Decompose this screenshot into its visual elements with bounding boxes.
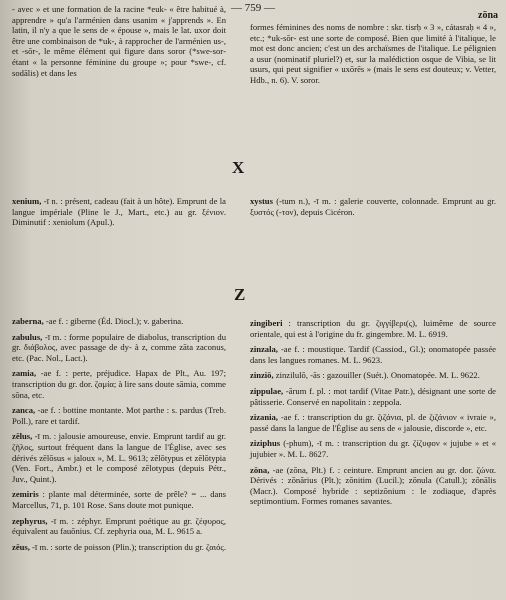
dictionary-entry <box>12 332 226 364</box>
entry-text: xystus (‑tum n.), ‑ī m. : galerie couverte, colonnade. Emprunt au gr. ξυστός (‑τον), depuis Cicéron. <box>250 196 496 217</box>
dictionary-entry <box>250 438 496 459</box>
entry-text: zēus, ‑ī m. : sorte de poisson (Plin.); transcription du gr. ζαιός. <box>12 541 226 552</box>
entry-text: zanca, ‑ae f. : bottine montante. Mot parthe : s. pardus (Treb. Poll.), rare et tardif. <box>12 405 226 426</box>
headword: ziziphus <box>250 438 281 449</box>
headword: xystus <box>250 196 273 206</box>
entry-text: zinzala, ‑ae f. : moustique. Tardif (Cassiod., Gl.); onomatopée passée dans les langues romanes. M. L. 9623. <box>250 344 496 365</box>
dictionary-entry <box>12 405 226 426</box>
dictionary-entry <box>250 370 496 381</box>
continued-text-left: ‑ avec » et une formation de la racine *euk‑ « être habitué à, apprendre » qu'a l'arménien dans usanim « j'apprends ». En latin, il n'y a que le sens de « épouse », mais le lat. uxor doit être une combinaison de *uk‑, à rapprocher de l'arménien us‑, et ‑sōr‑, le même élément qui figure dans soror (*swe‑sor‑ étant « la personne féminine du groupe »; pour *swe‑, cf. sodālis) et dans les <box>12 4 226 78</box>
headword: zamia, <box>12 368 37 379</box>
page-number: — 759 — <box>231 2 275 14</box>
headword: xenium, <box>12 196 42 206</box>
headword: zaberna, <box>12 316 44 326</box>
entry-text: zingiberi : transcription du gr. ζιγγίβερι(ς), luimême de source orientale, qui est à l'origine du fr. gingembre. M. L. 6919. <box>250 318 496 339</box>
x-entries-left <box>12 196 226 233</box>
headword: zēlus, <box>12 431 33 442</box>
entry-text: zinziō, zinzilulō, ‑ās : gazouiller (Suét.). Onomatopée. M. L. 9622. <box>250 370 480 381</box>
entry-text: ziziphus (‑phum), ‑ī m. : transcription du gr. ζίζυφον « jujube » et « jujubier ». M. L. 8627. <box>250 438 496 459</box>
entry-text: zizania, ‑ae f. : transcription du gr. ζιζάνια, pl. de ζιζάνιον « ivraie », passé dans la langue de l'Église au sens de « jalousie, discorde », etc. <box>250 412 496 433</box>
dictionary-entry <box>12 542 226 553</box>
headword: zemiris <box>12 489 39 500</box>
dictionary-entry <box>12 316 226 327</box>
headword: zephyrus, <box>12 515 48 526</box>
section-heading-x: X <box>232 158 245 177</box>
x-entries-right <box>250 196 496 222</box>
entry-text: zabulus, ‑ī m. : forme populaire de diabolus, transcription du gr. διάβολος, avec passage de dy‑ à z, comme zāta zaconus, etc. (Pac. Nol., Lact.). <box>12 331 226 363</box>
entry-text: xenium, ‑ī n. : présent, cadeau (fait à un hôte). Emprunt de la langue impériale (Pline le J., Mart., etc.) au gr. ξένιον. Diminutif : xeniolum (Apul.). <box>12 196 226 228</box>
dictionary-entry <box>250 196 496 217</box>
entry-text: zōna, ‑ae (zōna, Plt.) f. : ceinture. Emprunt ancien au gr. dor. ζώνα. Dérivés : zōnārius (Plt.); zōnitim (Lucil.); zōnula (Catull.); zōnālis (Macr.). Composé hybride : septizōnium : le zodiaque, d'après septimontium. Formes romanes savantes. <box>250 464 496 507</box>
headword: zinziō, <box>250 370 274 381</box>
continued-entry-right <box>250 22 496 86</box>
dictionary-entry <box>250 344 496 365</box>
headword: zingiberi <box>250 318 283 328</box>
dictionary-entry <box>250 386 496 407</box>
dictionary-entry <box>12 368 226 400</box>
headword: zizania, <box>250 412 278 423</box>
entry-text: zemiris : plante mal déterminée, sorte de prêle? = ... dans Marcellus, 71, p. 101 Rose. Sans doute mot punique. <box>12 489 226 510</box>
running-head: zōna <box>478 10 498 21</box>
dictionary-entry <box>250 318 496 339</box>
dictionary-entry <box>250 465 496 507</box>
entry-text: zēlus, ‑ī m. : jalousie amoureuse, envie. Emprunt tardif au gr. ζῆλος, surtout fréquent dans la langue de l'Église, avec ses dérivés zēlōsus « jaloux », M. L. 9613; zēlōtypus et zēlōtypia (Ven. Fort., Ambr.) et le composé zēlotypus (depuis Pétr., Juv., Quint.). <box>12 431 226 484</box>
dictionary-entry <box>12 516 226 537</box>
headword: zippulae, <box>250 385 284 396</box>
entry-text: zamia, ‑ae f. : perte, préjudice. Hapax de Plt., Au. 197; transcription du gr. dor. ζαμία; à lire sans doute sāmia, comme sōna, etc. <box>12 368 226 400</box>
dictionary-entry <box>12 489 226 510</box>
headword: zabulus, <box>12 331 43 342</box>
headword: zanca, <box>12 405 36 416</box>
dictionary-entry <box>12 431 226 484</box>
entry-text: zippulae, ‑ārum f. pl. : mot tardif (Vitae Patr.), désignant une sorte de pâtisserie. Conservé en napolitain : zeppola. <box>250 385 496 407</box>
section-heading-z: Z <box>234 285 246 304</box>
z-entries-right <box>250 318 496 512</box>
entry-text: zaberna, ‑ae f. : giberne (Éd. Diocl.); v. gaberina. <box>12 316 184 326</box>
continued-entry-left <box>12 4 226 78</box>
continued-text-right: formes féminines des noms de nombre : skr. tisrḥ « 3 », cátasraḥ « 4 », etc.; *uk‑sōr‑ est une sorte de composé. Bien que limité à l'italique, le mot est donc ancien; c'est un des archaïsmes de l'italique. Le pélignien a usur (nominatif pluriel?) et, sur la malédiction osque de Vibia, se lit usurs, qui peut signifier « uxōrēs » (mais le sens est douteux; v. Vetter, Hdb., n. 6). V. soror. <box>250 22 496 85</box>
headword: zēus, <box>12 541 30 552</box>
dictionary-entry <box>250 412 496 433</box>
headword: zinzala, <box>250 344 278 355</box>
entry-text: zephyrus, ‑ī m. : zéphyr. Emprunt poétique au gr. ζέφυρος, équivalent au fauōnius. Cf. zephyria oua, M. L. 9615 a. <box>12 515 226 537</box>
headword: zōna, <box>250 464 270 475</box>
dictionary-entry <box>12 196 226 228</box>
z-entries-left <box>12 316 226 557</box>
